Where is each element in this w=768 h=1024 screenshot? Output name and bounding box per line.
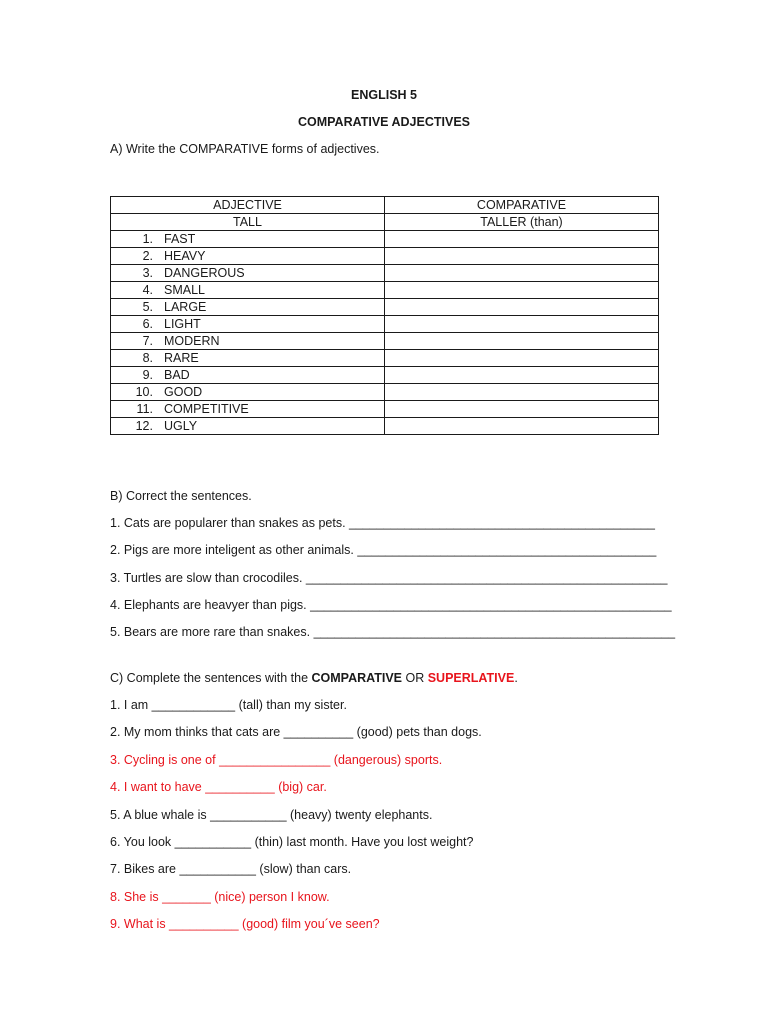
correction-item: 4. Elephants are heavyer than pigs. ____________________________________________________ bbox=[110, 597, 672, 612]
table-row bbox=[111, 248, 659, 265]
table-row bbox=[111, 401, 659, 418]
adjective-word: HEAVY bbox=[164, 249, 206, 263]
adjective-word: LIGHT bbox=[164, 317, 201, 331]
section-b-instruction: B) Correct the sentences. bbox=[110, 489, 252, 503]
adjective-cell bbox=[111, 384, 385, 401]
table-row bbox=[111, 282, 659, 299]
row-number: 4. bbox=[142, 283, 153, 297]
row-number: 7. bbox=[142, 334, 153, 348]
adjective-cell bbox=[111, 248, 385, 265]
correction-item: 5. Bears are more rare than snakes. ____________________________________________________ bbox=[110, 625, 676, 640]
correction-item: 3. Turtles are slow than crocodiles. ____________________________________________________ bbox=[110, 570, 668, 585]
comparative-answer-cell[interactable] bbox=[385, 384, 659, 401]
row-number: 6. bbox=[142, 317, 153, 331]
row-number: 1. bbox=[142, 232, 153, 246]
row-number: 12. bbox=[135, 419, 153, 433]
header-adjective: ADJECTIVE bbox=[111, 197, 385, 214]
adjective-word: LARGE bbox=[164, 300, 207, 314]
section-a-instruction: A) Write the COMPARATIVE forms of adjectives. bbox=[110, 142, 380, 156]
example-comparative: TALLER (than) bbox=[385, 214, 659, 231]
adjective-word: FAST bbox=[164, 232, 196, 246]
example-adjective: TALL bbox=[111, 214, 385, 231]
comparative-answer-cell[interactable] bbox=[385, 231, 659, 248]
adjective-cell bbox=[111, 265, 385, 282]
adjective-word: DANGEROUS bbox=[164, 266, 245, 280]
course-title: ENGLISH 5 bbox=[351, 88, 417, 102]
completion-item: 5. A blue whale is ___________ (heavy) twenty elephants. bbox=[110, 807, 433, 822]
adjective-cell bbox=[111, 299, 385, 316]
adjective-cell bbox=[111, 282, 385, 299]
adjective-cell bbox=[111, 401, 385, 418]
comparative-answer-cell[interactable] bbox=[385, 248, 659, 265]
completion-item: 3. Cycling is one of ________________ (dangerous) sports. bbox=[110, 752, 443, 767]
comparative-answer-cell[interactable] bbox=[385, 333, 659, 350]
completion-item: 4. I want to have __________ (big) car. bbox=[110, 780, 327, 795]
header-comparative: COMPARATIVE bbox=[385, 197, 659, 214]
table-row bbox=[111, 350, 659, 367]
section-c-instruction bbox=[110, 671, 518, 685]
table-row bbox=[111, 367, 659, 384]
row-number: 10. bbox=[135, 385, 153, 399]
adjective-cell bbox=[111, 316, 385, 333]
table-row bbox=[111, 231, 659, 248]
adjective-word: BAD bbox=[164, 368, 190, 382]
comparative-answer-cell[interactable] bbox=[385, 401, 659, 418]
row-number: 2. bbox=[142, 249, 153, 263]
comparative-answer-cell[interactable] bbox=[385, 316, 659, 333]
topic-title: COMPARATIVE ADJECTIVES bbox=[297, 115, 470, 129]
table-row bbox=[111, 299, 659, 316]
or-word: OR bbox=[402, 671, 428, 685]
row-number: 3. bbox=[142, 266, 153, 280]
table-row bbox=[111, 316, 659, 333]
row-number: 9. bbox=[142, 368, 153, 382]
comparative-answer-cell[interactable] bbox=[385, 350, 659, 367]
row-number: 8. bbox=[142, 351, 153, 365]
adjective-cell bbox=[111, 333, 385, 350]
table-row bbox=[111, 333, 659, 350]
table-row bbox=[111, 418, 659, 435]
completion-item: 7. Bikes are ___________ (slow) than cars. bbox=[110, 862, 352, 877]
completion-item: 1. I am ____________ (tall) than my sister. bbox=[110, 698, 347, 712]
comparative-answer-cell[interactable] bbox=[385, 418, 659, 435]
completion-item: 8. She is _______ (nice) person I know. bbox=[110, 889, 330, 904]
adjective-word: RARE bbox=[164, 351, 199, 365]
completion-item: 2. My mom thinks that cats are __________ (good) pets than dogs. bbox=[110, 725, 482, 740]
correction-item: 2. Pigs are more inteligent as other animals. ___________________________________________ bbox=[110, 543, 657, 558]
table-header-row bbox=[111, 197, 659, 214]
superlative-word: SUPERLATIVE bbox=[427, 671, 515, 685]
adjective-word: GOOD bbox=[164, 385, 203, 399]
comparative-answer-cell[interactable] bbox=[385, 367, 659, 384]
adjective-cell bbox=[111, 367, 385, 384]
completion-item: 9. What is __________ (good) film you´ve seen? bbox=[110, 917, 380, 932]
adjective-word: UGLY bbox=[164, 419, 198, 433]
adjective-word: SMALL bbox=[164, 283, 205, 297]
row-number: 5. bbox=[142, 300, 153, 314]
adjective-cell bbox=[111, 231, 385, 248]
comparative-answer-cell[interactable] bbox=[385, 265, 659, 282]
comparative-answer-cell[interactable] bbox=[385, 299, 659, 316]
comparative-word: COMPARATIVE bbox=[311, 671, 403, 685]
correction-item: 1. Cats are popularer than snakes as pets. ____________________________________________ bbox=[110, 516, 655, 530]
adjective-cell bbox=[111, 350, 385, 367]
adjective-cell bbox=[111, 418, 385, 435]
comparative-answer-cell[interactable] bbox=[385, 282, 659, 299]
table-row bbox=[111, 384, 659, 401]
adjective-table bbox=[110, 196, 659, 435]
row-number: 11. bbox=[136, 402, 153, 416]
adjective-word: MODERN bbox=[164, 334, 220, 348]
table-row bbox=[111, 265, 659, 282]
instruction-prefix: C) Complete the sentences with the bbox=[110, 671, 312, 685]
adjective-word: COMPETITIVE bbox=[164, 402, 249, 416]
completion-item: 6. You look ___________ (thin) last month. Have you lost weight? bbox=[110, 835, 474, 849]
instruction-period: . bbox=[514, 671, 518, 685]
table-example-row bbox=[111, 214, 659, 231]
